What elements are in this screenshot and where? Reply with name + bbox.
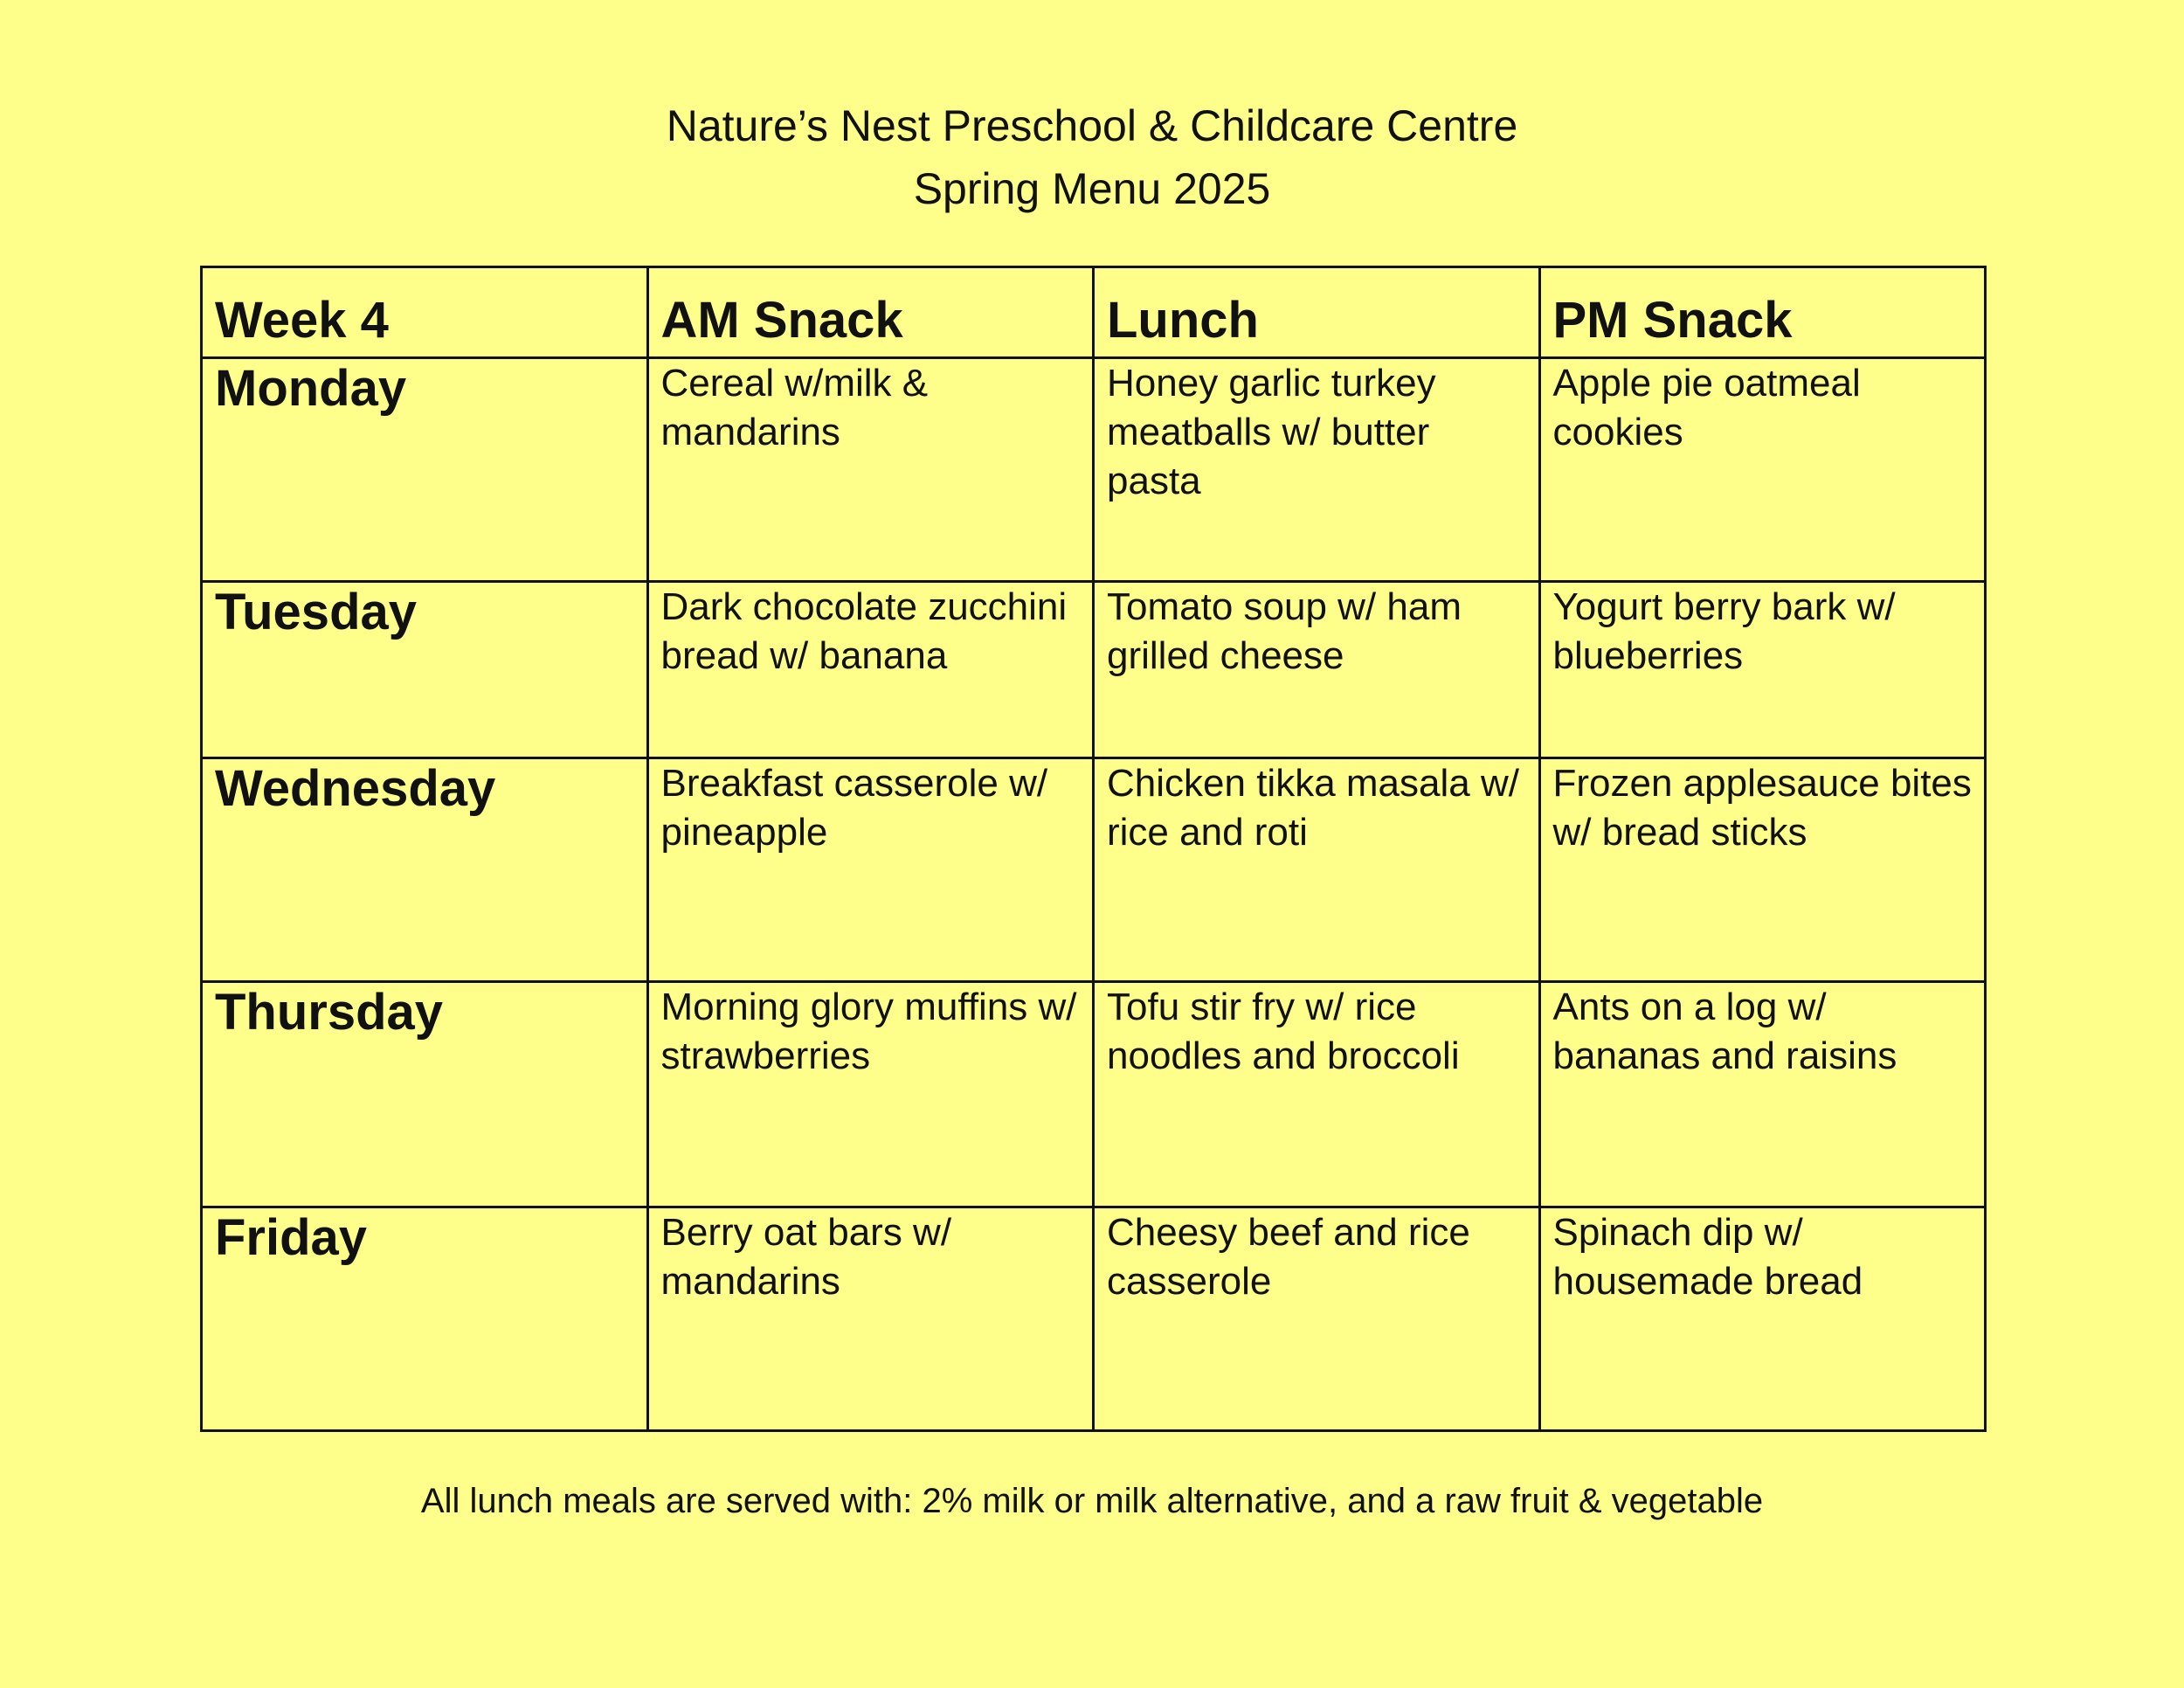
lunch-cell: Tofu stir fry w/ rice noodles and broccoli — [1094, 982, 1540, 1207]
table-row — [202, 582, 1986, 758]
day-label: Wednesday — [202, 758, 648, 982]
pm-snack-cell: Yogurt berry bark w/ blueberries — [1539, 582, 1986, 758]
lunch-cell: Tomato soup w/ ham grilled cheese — [1094, 582, 1540, 758]
table-row — [202, 358, 1986, 582]
am-snack-cell: Morning glory muffins w/ strawberries — [647, 982, 1094, 1207]
menu-header — [0, 94, 2184, 220]
table-header-row — [202, 267, 1986, 358]
day-label: Thursday — [202, 982, 648, 1207]
lunch-cell: Chicken tikka masala w/ rice and roti — [1094, 758, 1540, 982]
lunch-cell: Honey garlic turkey meatballs w/ butter pasta — [1094, 358, 1540, 582]
column-header-lunch: Lunch — [1094, 267, 1540, 358]
am-snack-cell: Berry oat bars w/ mandarins — [647, 1207, 1094, 1431]
column-header-am-snack: AM Snack — [647, 267, 1094, 358]
pm-snack-cell: Ants on a log w/ bananas and raisins — [1539, 982, 1986, 1207]
table-row — [202, 1207, 1986, 1431]
pm-snack-cell: Spinach dip w/ housemade bread — [1539, 1207, 1986, 1431]
pm-snack-cell: Frozen applesauce bites w/ bread sticks — [1539, 758, 1986, 982]
am-snack-cell: Dark chocolate zucchini bread w/ banana — [647, 582, 1094, 758]
day-label: Monday — [202, 358, 648, 582]
am-snack-cell: Breakfast casserole w/ pineapple — [647, 758, 1094, 982]
column-header-pm-snack: PM Snack — [1539, 267, 1986, 358]
day-label: Tuesday — [202, 582, 648, 758]
menu-table — [200, 266, 1987, 1432]
am-snack-cell: Cereal w/milk & mandarins — [647, 358, 1094, 582]
page-title: Nature’s Nest Preschool & Childcare Centre — [666, 101, 1518, 150]
column-header-week: Week 4 — [202, 267, 648, 358]
table-row — [202, 758, 1986, 982]
lunch-cell: Cheesy beef and rice casserole — [1094, 1207, 1540, 1431]
pm-snack-cell: Apple pie oatmeal cookies — [1539, 358, 1986, 582]
day-label: Friday — [202, 1207, 648, 1431]
footnote: All lunch meals are served with: 2% milk or milk alternative, and a raw fruit & vegetable — [420, 1482, 1764, 1520]
page-subtitle: Spring Menu 2025 — [913, 164, 1271, 213]
table-row — [202, 982, 1986, 1207]
